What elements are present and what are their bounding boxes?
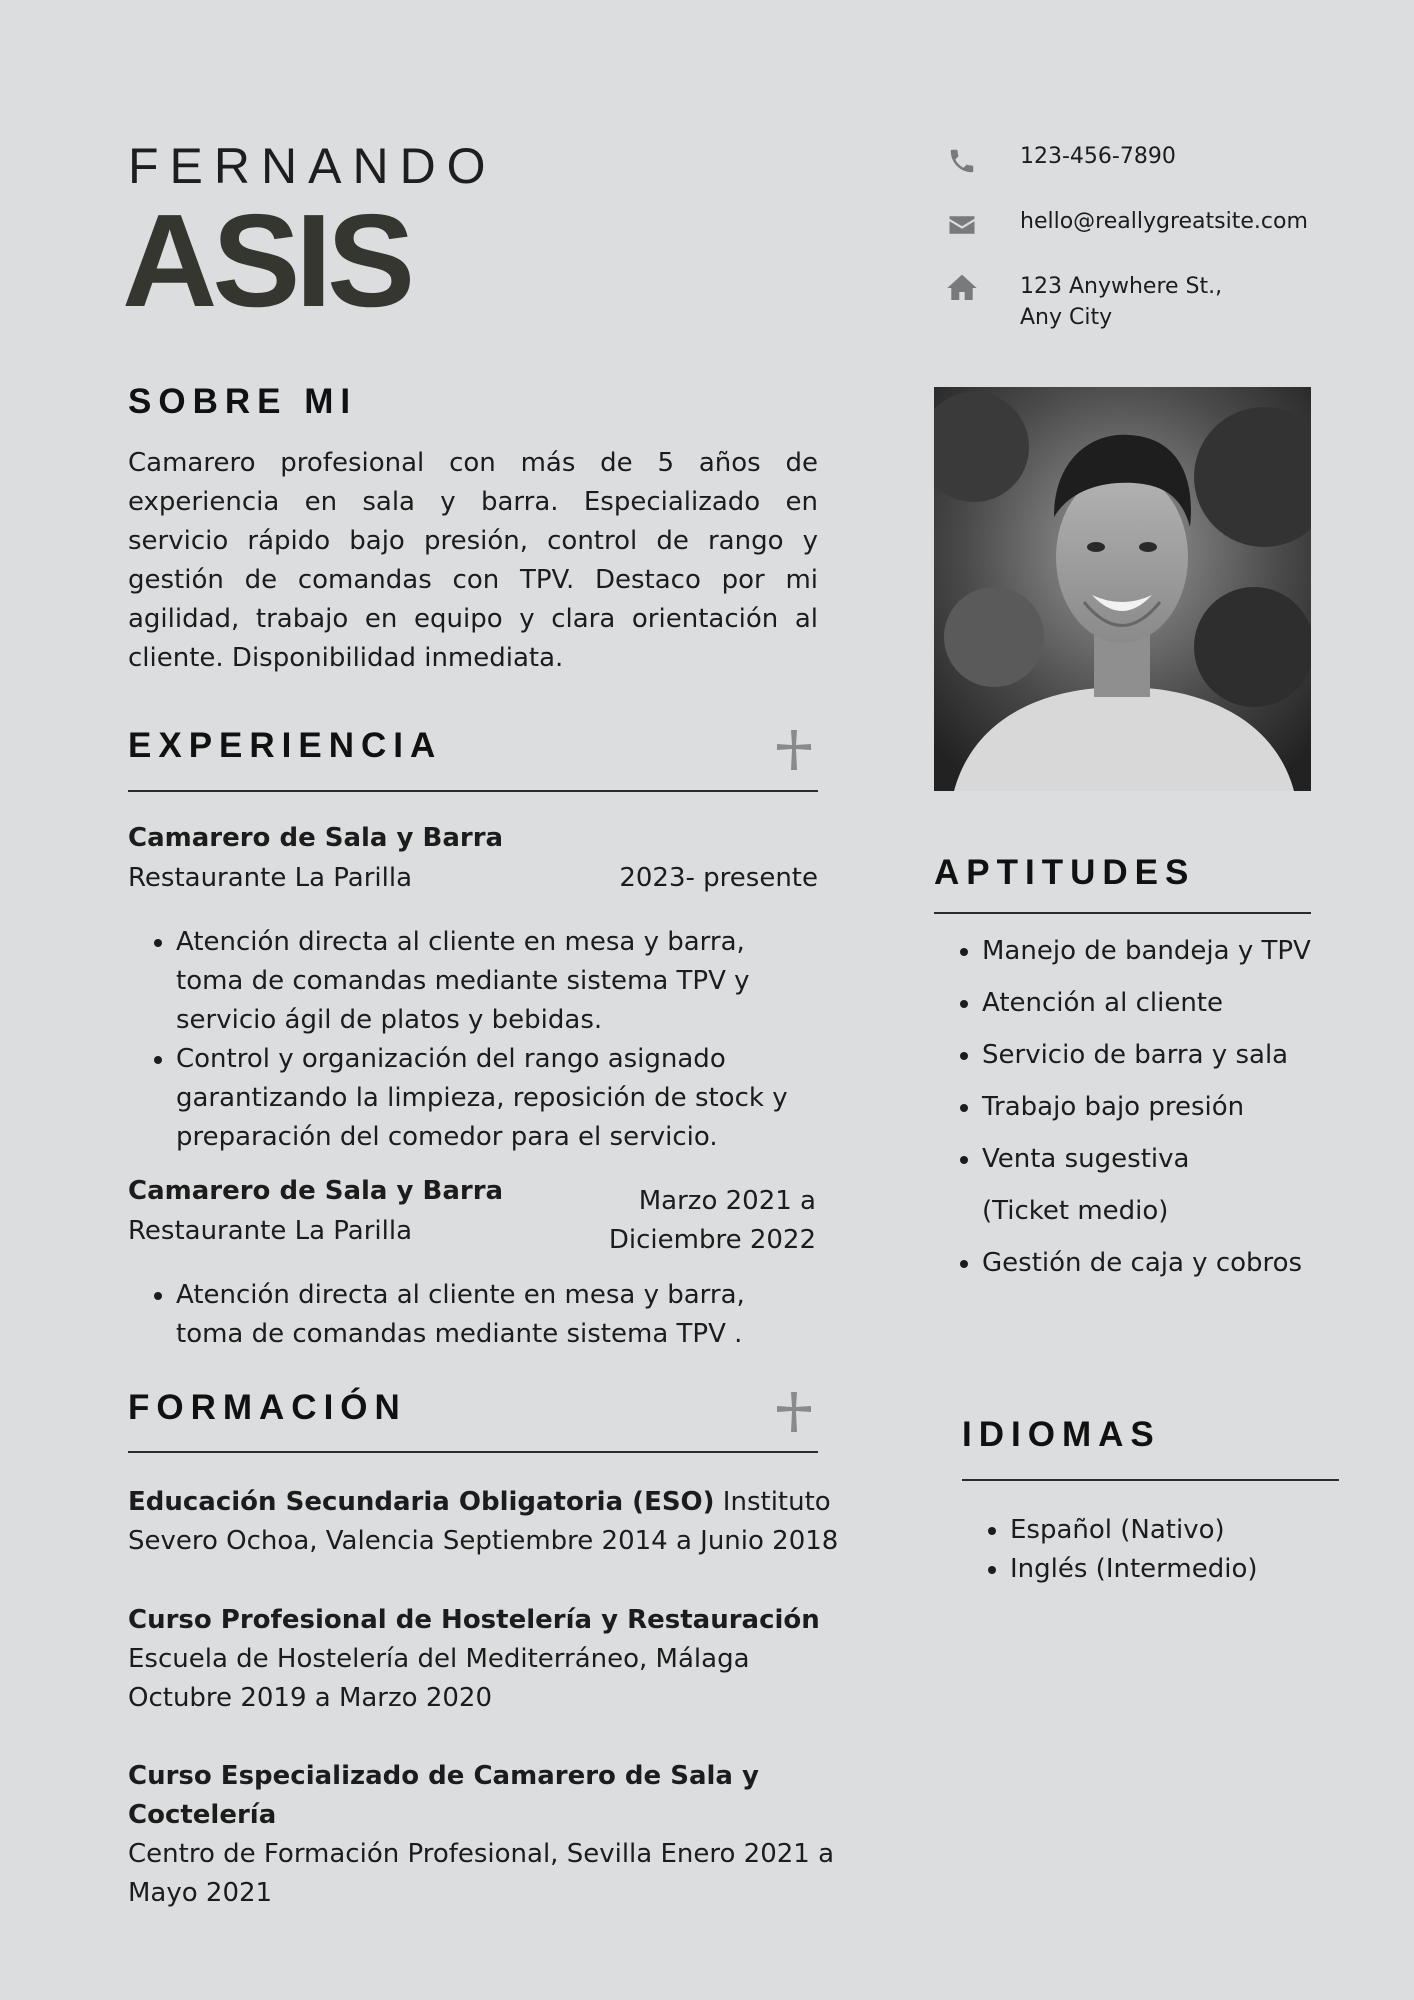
sparkle-icon (774, 1392, 814, 1432)
about-text: Camarero profesional con más de 5 años de experiencia en sala y barra. Especializado en servicio rápido bajo presión, control de rango y gestión de comandas con TPV. Destaco por mi agilidad, trabajo en equipo y clara orientación al cliente. Disponibilidad inmediata. (128, 448, 818, 673)
education-item-1 (128, 1483, 848, 1561)
phone-number: 123-456-7890 (1020, 144, 1176, 169)
phone-icon (947, 146, 977, 176)
experience-heading: EXPERIENCIA (128, 726, 443, 765)
job-1-dates: 2023- presente (619, 863, 818, 893)
education-1-title: Educación Secundaria Obligatoria (ESO) (128, 1487, 715, 1517)
profile-photo (934, 387, 1311, 791)
education-item-2 (128, 1601, 848, 1718)
languages-heading: IDIOMAS (962, 1415, 1161, 1454)
education-3-detail-line-2: Mayo 2021 (128, 1878, 273, 1908)
list-item: • Venta sugestiva (Ticket medio) (982, 1133, 1282, 1237)
education-3-detail-line-1: Centro de Formación Profesional, Sevilla Enero 2021 a (128, 1839, 835, 1869)
job-2-dates (518, 1182, 816, 1260)
skills-divider (934, 912, 1311, 914)
first-name: FERNANDO (128, 138, 497, 194)
job-1-company: Restaurante La Parilla (128, 863, 413, 893)
experience-divider (128, 790, 818, 792)
languages-list (962, 1511, 1339, 1589)
list-item: • Atención directa al cliente en mesa y barra, toma de comandas mediante sistema TPV y servicio ágil de platos y bebidas. (176, 923, 818, 1040)
education-item-3 (128, 1757, 848, 1913)
job-2-role: Camarero de Sala y Barra (128, 1176, 504, 1206)
last-name: ASIS (122, 187, 411, 334)
email-icon (947, 210, 977, 240)
list-item: • Atención directa al cliente en mesa y barra, toma de comandas mediante sistema TPV . (176, 1276, 768, 1354)
job-1-bullets (128, 923, 818, 1157)
list-item: • Español (Nativo) (1010, 1511, 1339, 1550)
skills-heading: APTITUDES (934, 853, 1196, 892)
job-2-bullets (128, 1276, 768, 1354)
list-item: • Manejo de bandeja y TPV (982, 925, 1334, 977)
education-3-title-line-1: Curso Especializado de Camarero de Sala y (128, 1761, 759, 1791)
address-line-1: 123 Anywhere St., (1020, 274, 1223, 299)
job-2-company: Restaurante La Parilla (128, 1216, 413, 1246)
list-item: • Trabajo bajo presión (982, 1081, 1334, 1133)
education-2-detail-line-1: Escuela de Hostelería del Mediterráneo, Málaga (128, 1644, 750, 1674)
list-item: • Servicio de barra y sala (982, 1029, 1334, 1081)
education-3-title-line-2: Coctelería (128, 1800, 277, 1830)
education-1-institution: Instituto (714, 1487, 831, 1517)
education-1-detail: Severo Ochoa, Valencia Septiembre 2014 a Junio 2018 (128, 1526, 839, 1556)
list-item: • Inglés (Intermedio) (1010, 1550, 1339, 1589)
job-1-role: Camarero de Sala y Barra (128, 823, 504, 853)
education-heading: FORMACIÓN (128, 1388, 407, 1427)
list-item: • Atención al cliente (982, 977, 1334, 1029)
skills-list (934, 925, 1334, 1289)
about-heading: SOBRE MI (128, 382, 358, 421)
sparkle-icon (774, 730, 814, 770)
address-line-2: Any City (1020, 305, 1113, 330)
languages-divider (962, 1479, 1339, 1481)
list-item: • Control y organización del rango asignado garantizando la limpieza, reposición de stock y preparación del comedor para el servicio. (176, 1040, 818, 1157)
email-address: hello@reallygreatsite.com (1020, 209, 1308, 234)
job-2-dates-line-2: Diciembre 2022 (608, 1225, 816, 1255)
education-2-title: Curso Profesional de Hostelería y Restauración (128, 1605, 820, 1635)
address (1020, 271, 1222, 333)
education-2-detail-line-2: Octubre 2019 a Marzo 2020 (128, 1683, 492, 1713)
job-2-dates-line-1: Marzo 2021 a (638, 1186, 816, 1216)
education-divider (128, 1451, 818, 1453)
list-item: • Gestión de caja y cobros (982, 1237, 1334, 1289)
home-icon (945, 272, 975, 302)
